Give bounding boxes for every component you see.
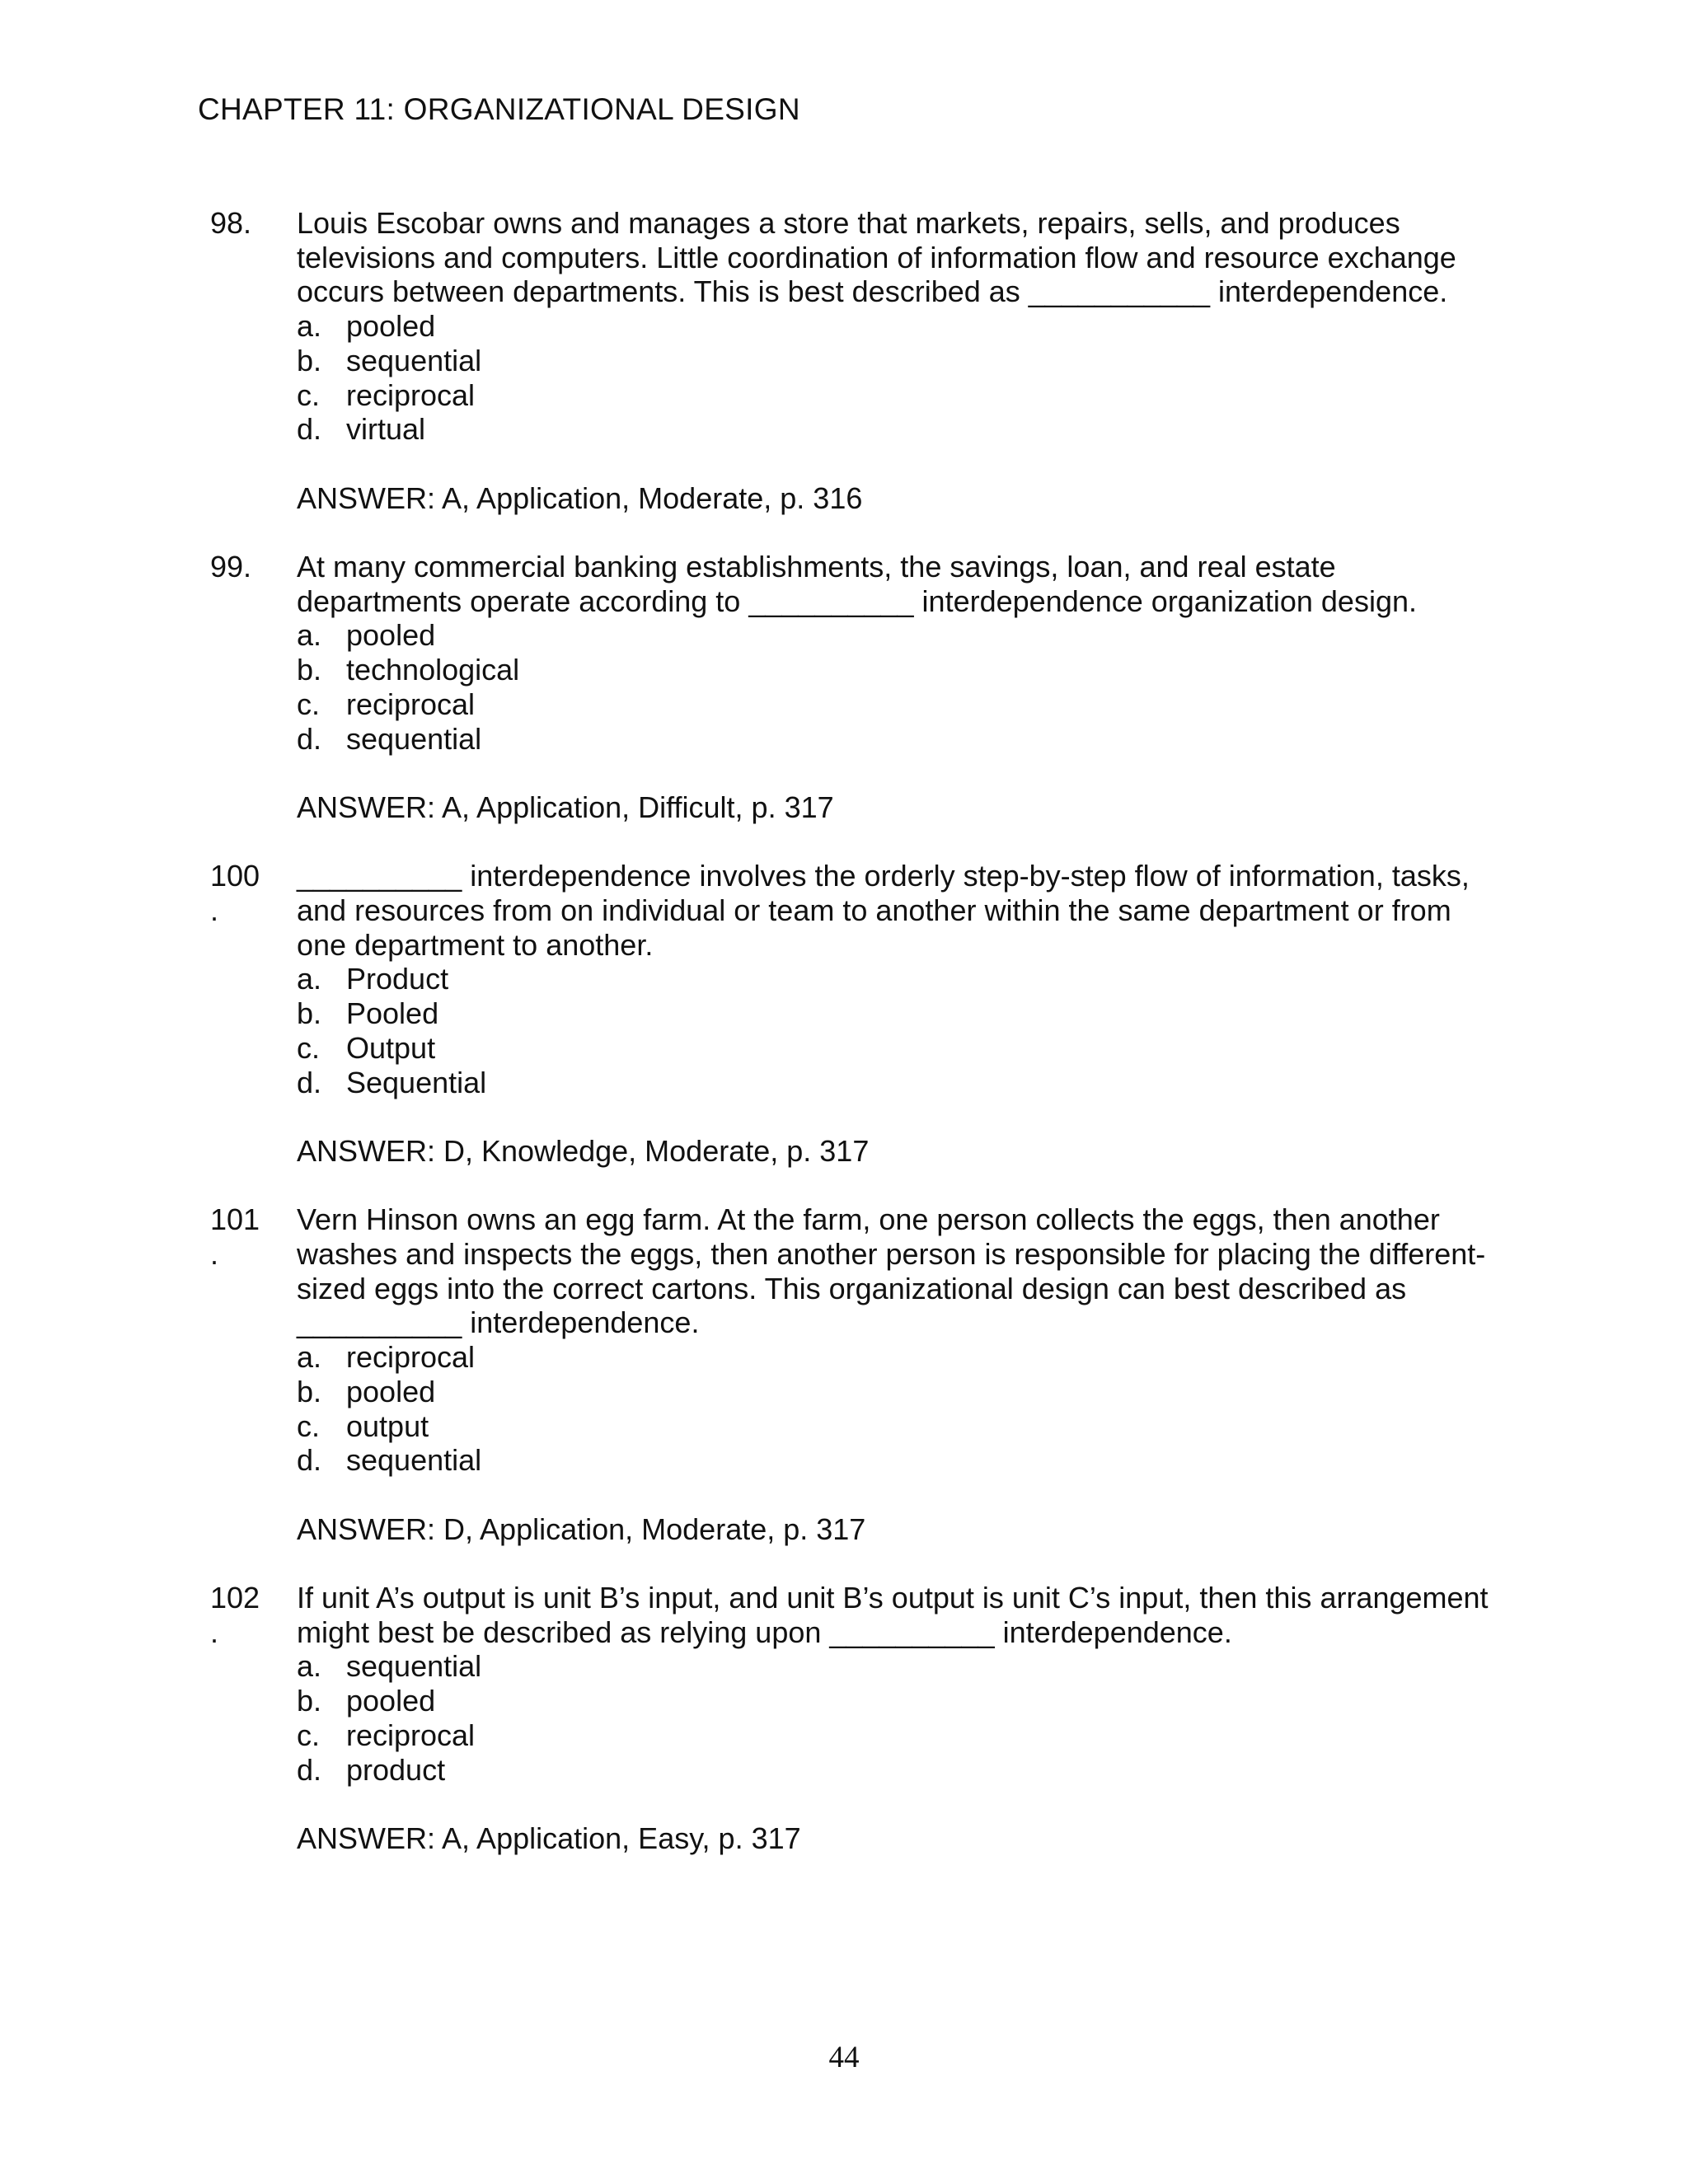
option-b [297, 344, 1500, 378]
option-letter: d. [297, 1752, 322, 1787]
option-letter: a. [297, 1649, 322, 1684]
question-number: 99. [210, 550, 252, 583]
option-letter: b. [297, 1684, 322, 1718]
option-d [297, 1066, 1500, 1100]
question-number: 101 . [210, 1202, 260, 1271]
option-text: reciprocal [346, 687, 476, 721]
question-body [297, 550, 1500, 825]
option-a [297, 962, 1500, 996]
question-stem: __________ interdependence involves the orderly step-by-step flow of information, tasks, and resources from on individual or team to another within the same department or from one department to another. [297, 859, 1470, 962]
option-text: pooled [346, 1374, 436, 1408]
answer-key: ANSWER: A, Application, Easy, p. 317 [297, 1821, 801, 1855]
option-b [297, 996, 1500, 1031]
option-text: reciprocal [346, 1340, 476, 1375]
option-text: sequential [346, 343, 482, 377]
question-number: 100 . [210, 859, 260, 927]
option-text: virtual [346, 412, 426, 447]
option-text: sequential [346, 721, 482, 756]
option-letter: d. [297, 1065, 322, 1099]
option-d [297, 1443, 1500, 1478]
page-number: 44 [828, 2041, 860, 2074]
option-letter: d. [297, 1443, 322, 1478]
option-text: pooled [346, 618, 436, 653]
option-letter: a. [297, 1340, 322, 1375]
option-d [297, 722, 1500, 757]
answer-options [297, 1340, 1500, 1478]
option-text: sequential [346, 1443, 482, 1478]
option-text: pooled [346, 1684, 436, 1718]
option-text: technological [346, 653, 520, 687]
option-letter: c. [297, 377, 321, 412]
question-stem: Vern Hinson owns an egg farm. At the farm, one person collects the eggs, then another washes and inspects the eggs, then another person is responsible for placing the different-sized eggs into the correct cartons. This organizational design can best described as __________ interdependence. [297, 1202, 1486, 1340]
option-c [297, 1031, 1500, 1066]
answer-options [297, 309, 1500, 447]
answer-key: ANSWER: A, Application, Difficult, p. 317 [297, 790, 834, 824]
option-c [297, 1718, 1500, 1753]
option-d [297, 1753, 1500, 1788]
question-101 [210, 1202, 1529, 1546]
answer-options [297, 1649, 1500, 1787]
question-body [297, 1202, 1500, 1546]
option-a [297, 1649, 1500, 1684]
option-letter: c. [297, 1718, 321, 1752]
option-letter: a. [297, 962, 322, 996]
option-c [297, 1409, 1500, 1444]
option-text: product [346, 1752, 446, 1787]
question-number: 102 . [210, 1581, 260, 1649]
option-a [297, 618, 1500, 653]
option-letter: b. [297, 343, 322, 377]
answer-options [297, 962, 1500, 1099]
question-list [210, 206, 1529, 1890]
option-letter: a. [297, 309, 322, 344]
option-text: reciprocal [346, 1718, 476, 1752]
option-text: sequential [346, 1649, 482, 1684]
option-letter: b. [297, 996, 322, 1031]
answer-key: ANSWER: D, Application, Moderate, p. 317 [297, 1511, 866, 1546]
option-text: Pooled [346, 996, 439, 1031]
option-text: Sequential [346, 1065, 487, 1099]
page-title: CHAPTER 11: ORGANIZATIONAL DESIGN [198, 92, 800, 126]
option-a [297, 309, 1500, 344]
option-letter: c. [297, 687, 321, 721]
question-body [297, 859, 1500, 1168]
option-text: Product [346, 962, 449, 996]
option-c [297, 378, 1500, 413]
question-stem: Louis Escobar owns and manages a store that markets, repairs, sells, and produces televisions and computers. Little coordination of information flow and resource exchange occurs between departments. This is best described as ___________ interdependence. [297, 206, 1456, 309]
question-99 [210, 550, 1529, 825]
option-d [297, 412, 1500, 447]
answer-key: ANSWER: D, Knowledge, Moderate, p. 317 [297, 1133, 870, 1168]
option-letter: d. [297, 412, 322, 447]
option-text: pooled [346, 309, 436, 344]
question-stem: If unit A’s output is unit B’s input, and unit B’s output is unit C’s input, then this arrangement might best be described as relying upon __________ interdependence. [297, 1581, 1489, 1649]
option-letter: c. [297, 1030, 321, 1065]
option-letter: b. [297, 653, 322, 687]
question-98 [210, 206, 1529, 515]
question-102 [210, 1581, 1529, 1856]
question-body [297, 206, 1500, 515]
option-text: reciprocal [346, 377, 476, 412]
question-number: 98. [210, 206, 252, 240]
question-100 [210, 859, 1529, 1168]
option-text: Output [346, 1030, 436, 1065]
question-stem: At many commercial banking establishments, the savings, loan, and real estate departments operate according to __________ interdependence organization design. [297, 550, 1417, 618]
question-body [297, 1581, 1500, 1856]
option-a [297, 1340, 1500, 1375]
option-b [297, 1684, 1500, 1718]
option-b [297, 1375, 1500, 1409]
option-letter: b. [297, 1374, 322, 1408]
option-c [297, 687, 1500, 722]
option-letter: a. [297, 618, 322, 653]
option-text: output [346, 1408, 429, 1443]
answer-key: ANSWER: A, Application, Moderate, p. 316 [297, 480, 863, 515]
option-b [297, 653, 1500, 687]
answer-options [297, 618, 1500, 756]
option-letter: d. [297, 721, 322, 756]
option-letter: c. [297, 1408, 321, 1443]
